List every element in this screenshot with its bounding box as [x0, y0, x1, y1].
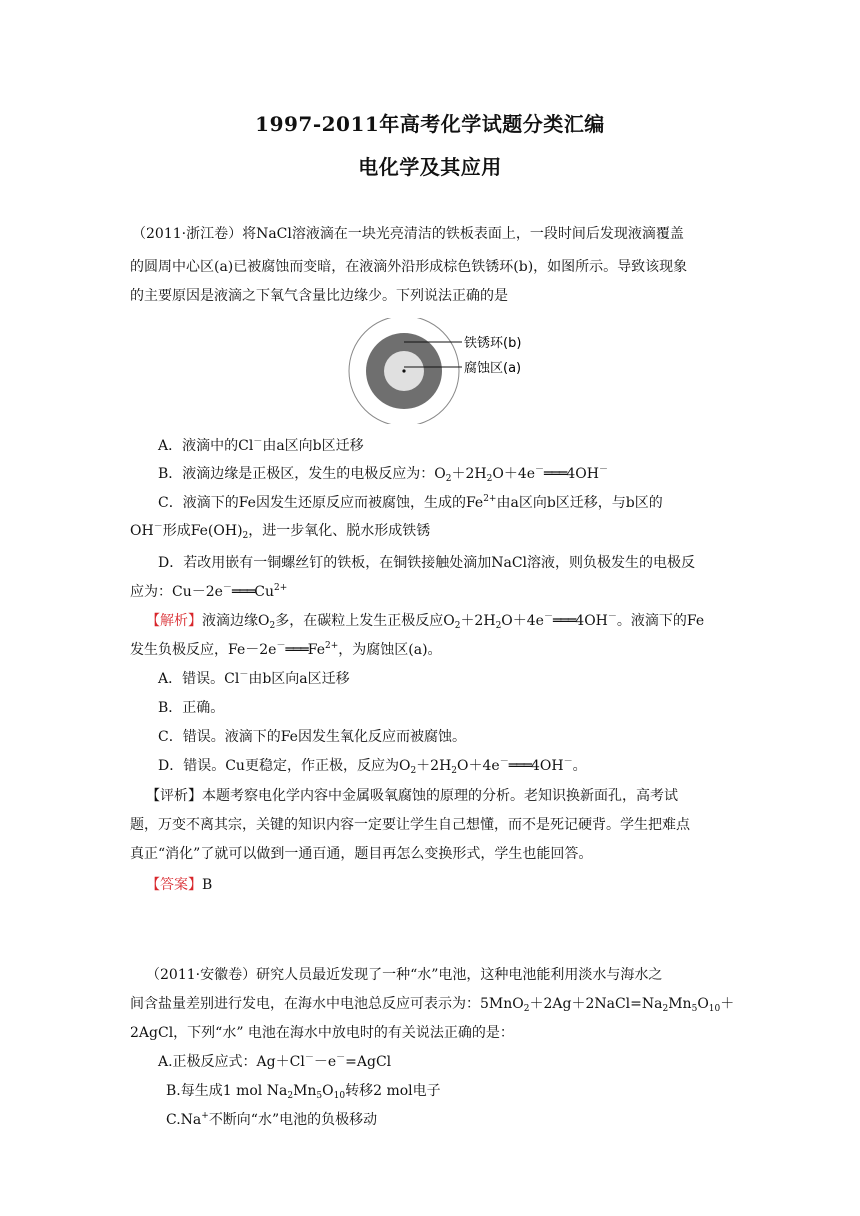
- comment-line-3: 真正“消化”了就可以做到一通百通，题目再怎么变换形式，学生也能回答。: [130, 846, 593, 862]
- analysis-a: A．错误。Cl－由b区向a区迁移: [158, 670, 350, 687]
- q1-option-b: B．液滴边缘是正极区，发生的电极反应为：$O_2+2H_2O+4e^-═══4OH^-$: [158, 465, 608, 484]
- comment-tag: 【评析】: [146, 788, 202, 804]
- center-dot: [402, 369, 405, 372]
- q1-intro-line-1: （2011·浙江卷）将NaCl溶液滴在一块光亮清洁的铁板表面上，一段时间后发现液滴覆盖: [132, 226, 684, 242]
- corrosion-diagram: [344, 318, 544, 424]
- q1-option-c-line-1: C．液滴下的Fe因发生还原反应而被腐蚀，生成的$Fe^{2+}$由a区向b区迁移，与b区的: [158, 494, 663, 511]
- analysis-tag: 【解析】: [146, 613, 202, 629]
- q1-option-d-line-1: D．若改用嵌有一铜螺丝钉的铁板，在铜铁接触处滴加NaCl溶液，则负极发生的电极反: [158, 555, 696, 571]
- page-subtitle: 电化学及其应用: [358, 155, 502, 179]
- comment-line-2: 题，万变不离其宗，关键的知识内容一定要让学生自己想懂，而不是死记硬背。学生把难点: [130, 817, 690, 833]
- analysis-b: B．正确。: [158, 700, 225, 716]
- q2-option-c: C.Na+不断向“水”电池的负极移动: [166, 1111, 378, 1128]
- analysis-line-1: 【解析】液滴边缘$O_2$多，在碳粒上发生正极反应$O_2+2H_2O+4e^-═══4OH^-$。液滴下的Fe: [146, 612, 705, 631]
- page-title: 1997-2011年高考化学试题分类汇编: [255, 112, 605, 136]
- q1-intro-line-2: 的圆周中心区(a)已被腐蚀而变暗，在液滴外沿形成棕色铁锈环(b)，如图所示。导致该现象: [130, 259, 688, 275]
- analysis-c: C．错误。液滴下的Fe因发生氧化反应而被腐蚀。: [158, 729, 466, 745]
- answer-tag: 【答案】: [146, 877, 202, 893]
- label-corrosion-zone: 腐蚀区(a): [464, 361, 522, 376]
- label-rust-ring: 铁锈环(b): [464, 336, 522, 351]
- q2-line-3: 2AgCl，下列“水” 电池在海水中放电时的有关说法正确的是：: [130, 1025, 514, 1041]
- q1-option-d-line-2: 应为：$Cu-2e^-═══Cu^{2+}$: [130, 583, 288, 600]
- q2-option-b: B.每生成1 mol $Na_2Mn_5O_{10}$转移2 mol电子: [166, 1083, 441, 1101]
- analysis-line-2: 发生负极反应，$Fe-2e^-═══Fe^{2+}$，为腐蚀区(a)。: [130, 641, 442, 658]
- answer-value: B: [202, 877, 213, 893]
- analysis-d: D．错误。Cu更稳定，作正极，反应为$O_2+2H_2O+4e^-═══4OH^-$。: [158, 757, 587, 776]
- q2-option-a: A.正极反应式：Ag＋Cl－－e－=AgCl: [158, 1053, 392, 1070]
- q1-option-c-line-2: OH－形成$Fe(OH)_2$，进一步氧化、脱水形成铁锈: [130, 522, 431, 541]
- q1-intro-line-3: 的主要原因是液滴之下氧气含量比边缘少。下列说法正确的是: [130, 288, 508, 304]
- comment-line-1: 【评析】本题考察电化学内容中金属吸氧腐蚀的原理的分析。老知识换新面孔，高考试: [146, 788, 678, 804]
- q2-line-1: （2011·安徽卷）研究人员最近发现了一种“水”电池，这种电池能利用淡水与海水之: [146, 967, 663, 983]
- answer-line: [146, 875, 212, 895]
- q1-option-a: A．液滴中的Cl－由a区向b区迁移: [158, 437, 364, 454]
- q2-line-2: 间含盐量差别进行发电，在海水中电池总反应可表示为：$5MnO_2+2Ag+2NaCl=Na_2Mn_5O_{10}+$: [130, 996, 735, 1014]
